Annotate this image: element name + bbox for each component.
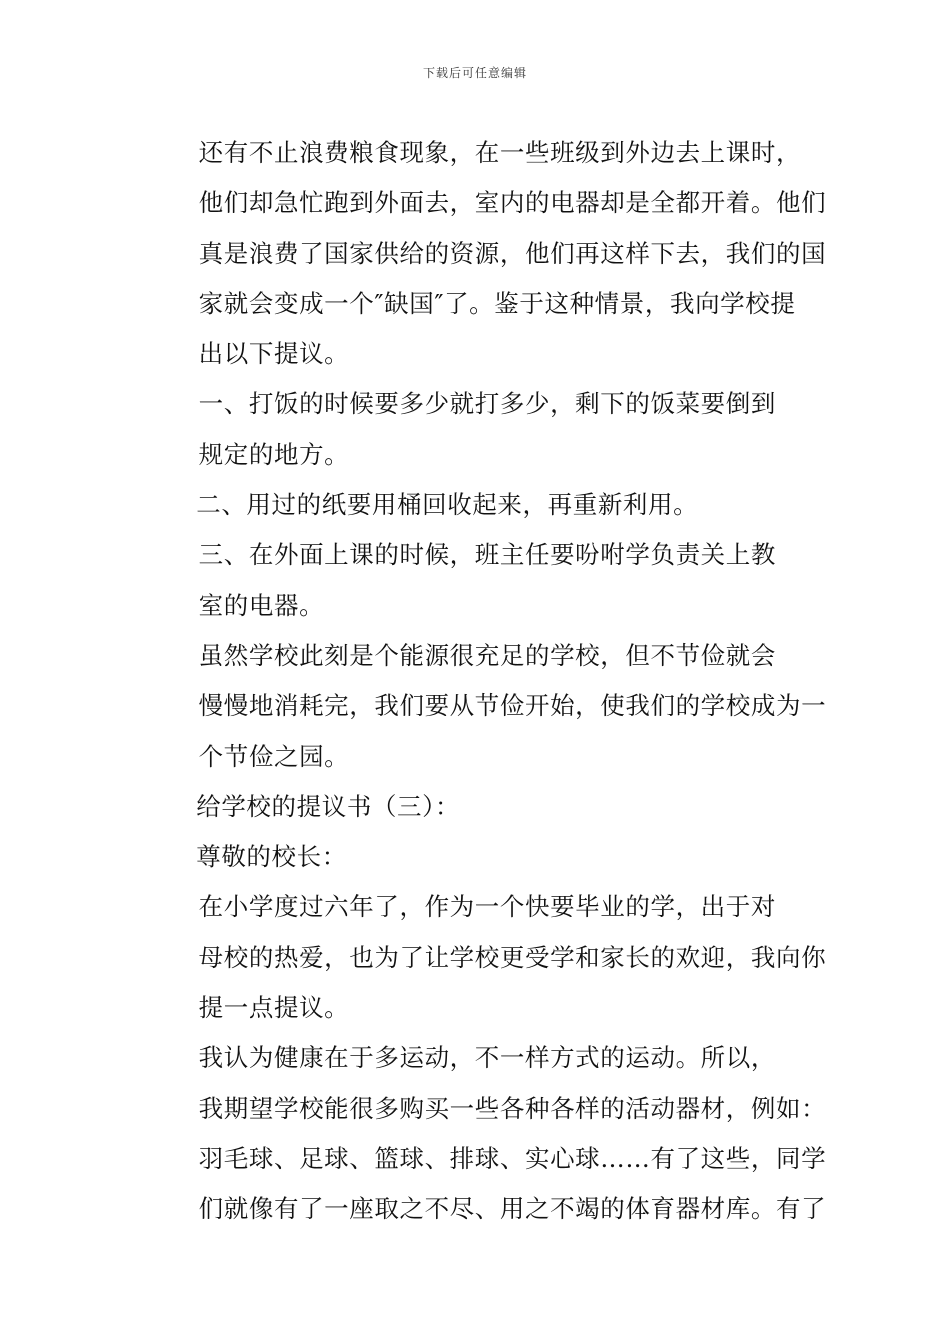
text-line: 慢慢地消耗完，我们要从节俭开始，使我们的学校成为一 — [198, 691, 827, 721]
text-line: 尊敬的校长： — [196, 842, 347, 872]
text-line: 个节俭之园。 — [198, 741, 350, 771]
paragraph-sports-suggestion — [146, 1033, 827, 1234]
paragraph-conclusion — [146, 631, 827, 782]
text-line: 出以下提议。 — [198, 339, 350, 369]
paragraph-suggestion-one — [146, 379, 816, 480]
section-title — [146, 782, 816, 832]
text-line: 一、打饭的时候要多少就打多少，剩下的饭菜要倒到 — [198, 389, 776, 419]
text-line: 规定的地方。 — [198, 439, 350, 469]
text-line: 二、用过的纸要用桶回收起来，再重新利用。 — [196, 490, 699, 520]
text-line: 在小学度过六年了，作为一个快要毕业的学，出于对 — [198, 892, 776, 922]
text-line: 三、在外面上课的时候，班主任要吩咐学负责关上教 — [198, 540, 776, 570]
text-line: 我期望学校能很多购买一些各种各样的活动器材，例如： — [198, 1093, 827, 1123]
text-line: 母校的热爱，也为了让学校更受学和家长的欢迎，我向你 — [198, 942, 827, 972]
text-line: 提一点提议。 — [198, 993, 350, 1023]
text-line: 给学校的提议书（三）： — [196, 791, 461, 821]
text-line: 们就像有了一座取之不尽、用之不竭的体育器材库。有了 — [198, 1194, 827, 1224]
letter-salutation — [146, 832, 816, 882]
document-body — [146, 128, 827, 1235]
paragraph-waste-description — [146, 128, 827, 379]
text-line: 我认为健康在于多运动，不一样方式的运动。所以， — [198, 1043, 776, 1073]
text-line: 还有不止浪费粮食现象，在一些班级到外边去上课时， — [198, 138, 802, 167]
text-line: 羽毛球、足球、篮球、排球、实心球……有了这些，同学 — [198, 1143, 827, 1173]
text-line: 室的电器。 — [198, 590, 325, 620]
text-line: 真是浪费了国家供给的资源，他们再这样下去，我们的国 — [198, 238, 827, 268]
paragraph-letter-intro — [146, 882, 827, 1033]
page-header: 下载后可任意编辑 — [422, 66, 527, 80]
text-line: 家就会变成一个″缺国″了。鉴于这种情景，我向学校提 — [198, 288, 796, 318]
text-line: 他们却急忙跑到外面去，室内的电器却是全都开着。他们 — [198, 188, 827, 218]
text-line: 虽然学校此刻是个能源很充足的学校，但不节俭就会 — [198, 640, 776, 670]
paragraph-suggestion-two — [146, 480, 816, 530]
paragraph-suggestion-three — [146, 530, 816, 631]
